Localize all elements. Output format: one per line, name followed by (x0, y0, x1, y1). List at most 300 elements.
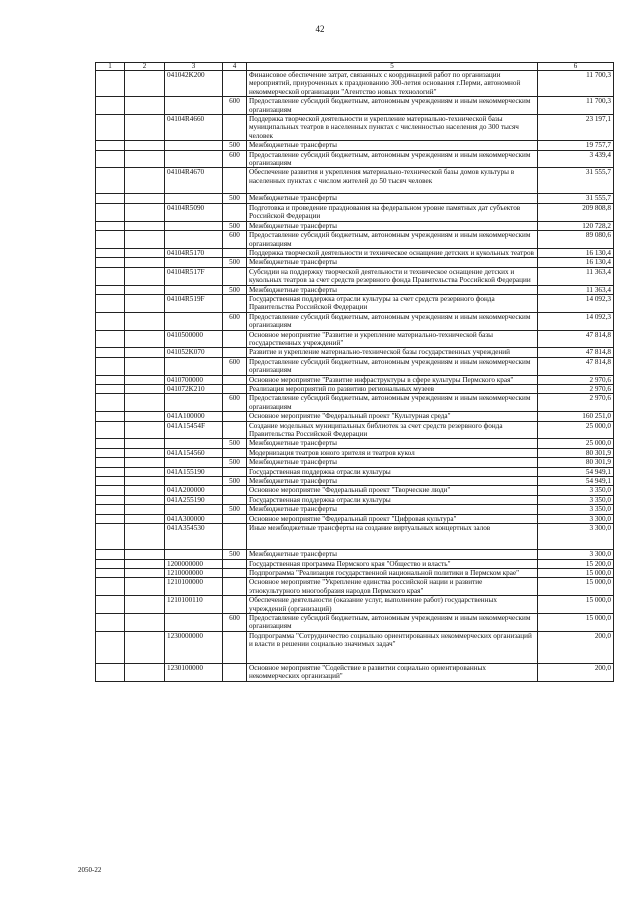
table-cell-c5: Развитие и укрепление материально-технической базы государственных учреждений (247, 348, 538, 357)
table-cell-c4 (223, 568, 247, 577)
table-cell-c4 (223, 524, 247, 550)
table-cell-c5: Обеспечение деятельности (оказание услуг, выполнение работ) государственных учреждений (организаций) (247, 596, 538, 614)
table-cell-c1 (96, 203, 125, 221)
table-cell-c2 (125, 514, 165, 523)
table-cell-c1 (96, 248, 125, 257)
table-row (96, 613, 614, 631)
table-row (96, 194, 614, 203)
table-row (96, 514, 614, 523)
table-cell-c2 (125, 448, 165, 457)
table-cell-c1 (96, 458, 125, 467)
table-cell-c5: Основное мероприятие "Федеральный проект "Творческие люди" (247, 486, 538, 495)
table-cell-c5: Межбюджетные трансферты (247, 141, 538, 150)
table-cell-c4: 500 (223, 458, 247, 467)
table-cell-c1 (96, 312, 125, 330)
table-cell-c5: Финансовое обеспечение затрат, связанных с координацией работ по организации мероприятий, приуроченных к празднованию 300-летия основания г.Перми, автономной некоммерческой организации "Агентство новых технологий" (247, 71, 538, 97)
table-cell-c6: 16 130,4 (538, 258, 614, 267)
table-cell-c3 (165, 285, 223, 294)
table-cell-c2 (125, 439, 165, 448)
table-row (96, 330, 614, 348)
table-cell-c5: Межбюджетные трансферты (247, 458, 538, 467)
table-cell-c1 (96, 412, 125, 421)
table-cell-c1 (96, 596, 125, 614)
table-cell-c2 (125, 150, 165, 168)
table-cell-c6: 16 130,4 (538, 248, 614, 257)
table-cell-c1 (96, 357, 125, 375)
table-cell-c5: Поддержка творческой деятельности и укрепление материально-технической базы муниципальных театров в населенных пунктах с численностью населения до 300 тысяч человек (247, 115, 538, 141)
table-row (96, 412, 614, 421)
header-cell: 6 (538, 63, 614, 71)
table-cell-c5: Основное мероприятие "Федеральный проект "Культурная среда" (247, 412, 538, 421)
table-cell-c2 (125, 559, 165, 568)
table-cell-c3: 04104R4660 (165, 115, 223, 141)
table-row (96, 348, 614, 357)
table-cell-c2 (125, 357, 165, 375)
table-cell-c2 (125, 231, 165, 249)
table-cell-c5: Подпрограмма "Реализация государственной национальной политики в Пермском крае" (247, 568, 538, 577)
table-cell-c3: 041A155190 (165, 467, 223, 476)
table-cell-c5: Субсидии на поддержку творческой деятельности и техническое оснащение детских и кукольных театров за счет средств резервного фонда Правительства Российской Федерации (247, 267, 538, 285)
table-cell-c1 (96, 150, 125, 168)
table-row (96, 394, 614, 412)
table-cell-c2 (125, 248, 165, 257)
table-row (96, 578, 614, 596)
table-cell-c3: 1210100000 (165, 578, 223, 596)
table-cell-c2 (125, 194, 165, 203)
table-row (96, 115, 614, 141)
table-cell-c3: 04104R519F (165, 294, 223, 312)
table-row (96, 294, 614, 312)
table-cell-c2 (125, 663, 165, 681)
table-cell-c6: 3 300,0 (538, 524, 614, 550)
table-cell-c5: Обеспечение развития и укрепления материально-технической базы домов культуры в населенных пунктах с числом жителей до 50 тысяч человек (247, 168, 538, 194)
table-cell-c4 (223, 412, 247, 421)
table-row (96, 495, 614, 504)
table-cell-c3: 041A15454F (165, 421, 223, 439)
budget-table (95, 62, 614, 682)
table-cell-c4: 500 (223, 221, 247, 230)
table-cell-c5: Государственная поддержка отрасли культуры за счет средств резервного фонда Правительства Российской Федерации (247, 294, 538, 312)
table-cell-c5: Предоставление субсидий бюджетным, автономным учреждениям и иным некоммерческим организациям (247, 394, 538, 412)
table-cell-c6: 25 000,0 (538, 421, 614, 439)
table-cell-c5: Предоставление субсидий бюджетным, автономным учреждениям и иным некоммерческим организациям (247, 97, 538, 115)
table-cell-c1 (96, 221, 125, 230)
table-cell-c6: 11 363,4 (538, 285, 614, 294)
table-cell-c4 (223, 203, 247, 221)
table-cell-c1 (96, 194, 125, 203)
table-cell-c2 (125, 505, 165, 514)
table-cell-c1 (96, 550, 125, 559)
table-cell-c2 (125, 458, 165, 467)
table-cell-c1 (96, 505, 125, 514)
table-cell-c3: 04104R517F (165, 267, 223, 285)
table-cell-c1 (96, 115, 125, 141)
table-cell-c1 (96, 71, 125, 97)
table-row (96, 71, 614, 97)
table-cell-c2 (125, 467, 165, 476)
table-cell-c4 (223, 514, 247, 523)
table-cell-c3: 1210100110 (165, 596, 223, 614)
table-cell-c3 (165, 394, 223, 412)
table-cell-c3 (165, 221, 223, 230)
table-cell-c6: 15 200,0 (538, 559, 614, 568)
table-cell-c6: 11 700,3 (538, 71, 614, 97)
table-cell-c1 (96, 578, 125, 596)
table-cell-c5: Государственная программа Пермского края "Общество и власть" (247, 559, 538, 568)
table-row (96, 248, 614, 257)
table-cell-c2 (125, 115, 165, 141)
table-cell-c5: Создание модельных муниципальных библиотек за счет средств резервного фонда Правительства Российской Федерации (247, 421, 538, 439)
table-cell-c2 (125, 97, 165, 115)
table-cell-c6: 3 300,0 (538, 514, 614, 523)
table-cell-c3 (165, 439, 223, 448)
table-cell-c1 (96, 467, 125, 476)
table-cell-c6: 15 000,0 (538, 596, 614, 614)
table-cell-c5: Поддержка творческой деятельности и техническое оснащение детских и кукольных театров (247, 248, 538, 257)
table-cell-c2 (125, 550, 165, 559)
table-cell-c3 (165, 613, 223, 631)
header-cell: 3 (165, 63, 223, 71)
table-cell-c6: 15 000,0 (538, 568, 614, 577)
table-cell-c4 (223, 448, 247, 457)
table-cell-c1 (96, 631, 125, 663)
table-cell-c4: 500 (223, 141, 247, 150)
table-cell-c4 (223, 596, 247, 614)
table-row (96, 568, 614, 577)
table-cell-c3: 041A354530 (165, 524, 223, 550)
table-cell-c3: 041A300000 (165, 514, 223, 523)
table-cell-c2 (125, 412, 165, 421)
table-cell-c5: Предоставление субсидий бюджетным, автономным учреждениям и иным некоммерческим организациям (247, 613, 538, 631)
table-cell-c4: 600 (223, 394, 247, 412)
table-cell-c6: 2 970,6 (538, 385, 614, 394)
table-cell-c3 (165, 357, 223, 375)
table-row (96, 631, 614, 663)
table-cell-c4 (223, 385, 247, 394)
table-cell-c3 (165, 550, 223, 559)
table-cell-c6: 3 350,0 (538, 486, 614, 495)
table-cell-c4 (223, 267, 247, 285)
table-cell-c3 (165, 150, 223, 168)
table-cell-c2 (125, 394, 165, 412)
table-row (96, 486, 614, 495)
table-cell-c3 (165, 258, 223, 267)
table-cell-c4 (223, 330, 247, 348)
table-cell-c4 (223, 421, 247, 439)
table-cell-c3: 1210000000 (165, 568, 223, 577)
table-cell-c6: 54 949,1 (538, 467, 614, 476)
table-cell-c4 (223, 467, 247, 476)
table-row (96, 357, 614, 375)
table-cell-c5: Государственная поддержка отрасли культуры (247, 467, 538, 476)
table-cell-c6: 31 555,7 (538, 194, 614, 203)
table-cell-c4 (223, 663, 247, 681)
table-cell-c3: 0410500000 (165, 330, 223, 348)
table-cell-c5: Основное мероприятие "Федеральный проект "Цифровая культура" (247, 514, 538, 523)
table-cell-c5: Межбюджетные трансферты (247, 285, 538, 294)
table-cell-c5: Предоставление субсидий бюджетным, автономным учреждениям и иным некоммерческим организациям (247, 357, 538, 375)
table-row (96, 267, 614, 285)
table-cell-c4 (223, 348, 247, 357)
table-row (96, 458, 614, 467)
table-cell-c2 (125, 477, 165, 486)
table-cell-c5: Межбюджетные трансферты (247, 505, 538, 514)
table-cell-c2 (125, 524, 165, 550)
table-cell-c5: Предоставление субсидий бюджетным, автономным учреждениям и иным некоммерческим организациям (247, 231, 538, 249)
header-cell: 2 (125, 63, 165, 71)
table-cell-c1 (96, 294, 125, 312)
header-row (96, 63, 614, 71)
table-cell-c4: 500 (223, 194, 247, 203)
table-cell-c6: 14 092,3 (538, 312, 614, 330)
table-cell-c4 (223, 71, 247, 97)
table-cell-c4: 500 (223, 258, 247, 267)
table-cell-c5: Подпрограмма "Сотрудничество социально ориентированных некоммерческих организаций и власти в решении социально значимых задач" (247, 631, 538, 663)
table-cell-c6: 15 000,0 (538, 613, 614, 631)
table-cell-c4 (223, 495, 247, 504)
table-cell-c6: 23 197,1 (538, 115, 614, 141)
table-cell-c3 (165, 141, 223, 150)
table-cell-c5: Государственная поддержка отрасли культуры (247, 495, 538, 504)
table-cell-c2 (125, 578, 165, 596)
table-cell-c3: 041A100000 (165, 412, 223, 421)
table-cell-c2 (125, 203, 165, 221)
table-cell-c6: 120 728,2 (538, 221, 614, 230)
table-cell-c5: Основное мероприятие "Развитие и укрепление материально-технической базы государственных учреждений" (247, 330, 538, 348)
table-row (96, 285, 614, 294)
table-cell-c3 (165, 477, 223, 486)
table-cell-c2 (125, 375, 165, 384)
table-cell-c6: 160 251,0 (538, 412, 614, 421)
table-cell-c2 (125, 421, 165, 439)
table-cell-c3 (165, 97, 223, 115)
table-cell-c2 (125, 221, 165, 230)
table-cell-c2 (125, 258, 165, 267)
table-cell-c1 (96, 375, 125, 384)
header-cell: 5 (247, 63, 538, 71)
table-cell-c5: Реализация мероприятий по развитию региональных музеев (247, 385, 538, 394)
table-cell-c1 (96, 330, 125, 348)
table-cell-c3: 04104R5170 (165, 248, 223, 257)
table-cell-c1 (96, 231, 125, 249)
table-cell-c3: 04104R5090 (165, 203, 223, 221)
table-cell-c1 (96, 439, 125, 448)
table-cell-c1 (96, 348, 125, 357)
table-cell-c1 (96, 394, 125, 412)
table-cell-c3: 041A200000 (165, 486, 223, 495)
table-cell-c6: 200,0 (538, 631, 614, 663)
table-cell-c4: 600 (223, 613, 247, 631)
table-cell-c6: 47 814,8 (538, 330, 614, 348)
table-cell-c2 (125, 613, 165, 631)
table-row (96, 150, 614, 168)
table-cell-c1 (96, 385, 125, 394)
table-cell-c6: 3 300,0 (538, 550, 614, 559)
table-cell-c3: 041A255190 (165, 495, 223, 504)
table-cell-c3: 1230100000 (165, 663, 223, 681)
table-row (96, 258, 614, 267)
table-row (96, 439, 614, 448)
table-cell-c6: 3 350,0 (538, 495, 614, 504)
table-cell-c4: 600 (223, 97, 247, 115)
table-cell-c1 (96, 448, 125, 457)
table-cell-c3 (165, 231, 223, 249)
table-row (96, 559, 614, 568)
table-row (96, 596, 614, 614)
table-cell-c3 (165, 458, 223, 467)
table-cell-c2 (125, 267, 165, 285)
table-cell-c6: 3 439,4 (538, 150, 614, 168)
table-cell-c4: 600 (223, 150, 247, 168)
table-cell-c1 (96, 477, 125, 486)
table-cell-c6: 31 555,7 (538, 168, 614, 194)
table-cell-c2 (125, 348, 165, 357)
table-cell-c4: 500 (223, 505, 247, 514)
table-cell-c2 (125, 294, 165, 312)
table-row (96, 221, 614, 230)
table-cell-c2 (125, 495, 165, 504)
table-cell-c2 (125, 71, 165, 97)
table-row (96, 505, 614, 514)
table-cell-c4: 600 (223, 357, 247, 375)
table-cell-c6: 47 814,8 (538, 348, 614, 357)
table-cell-c5: Межбюджетные трансферты (247, 221, 538, 230)
table-cell-c5: Модернизация театров юного зрителя и театров кукол (247, 448, 538, 457)
table-cell-c6: 11 700,3 (538, 97, 614, 115)
header-cell: 1 (96, 63, 125, 71)
table-cell-c2 (125, 312, 165, 330)
table-cell-c4: 500 (223, 439, 247, 448)
table-cell-c6: 209 808,8 (538, 203, 614, 221)
table-cell-c4 (223, 486, 247, 495)
table-cell-c2 (125, 385, 165, 394)
table-cell-c6: 89 080,6 (538, 231, 614, 249)
table-cell-c1 (96, 613, 125, 631)
table-cell-c4 (223, 375, 247, 384)
table-cell-c4 (223, 559, 247, 568)
table-cell-c6: 47 814,8 (538, 357, 614, 375)
table-cell-c1 (96, 421, 125, 439)
table-cell-c6: 19 757,7 (538, 141, 614, 150)
table-cell-c1 (96, 559, 125, 568)
table-cell-c4 (223, 115, 247, 141)
table-cell-c4 (223, 248, 247, 257)
table-row (96, 312, 614, 330)
table-cell-c6: 80 301,9 (538, 448, 614, 457)
table-row (96, 524, 614, 550)
table-cell-c2 (125, 285, 165, 294)
table-cell-c1 (96, 258, 125, 267)
table-cell-c5: Межбюджетные трансферты (247, 194, 538, 203)
table-cell-c1 (96, 285, 125, 294)
table-cell-c1 (96, 141, 125, 150)
table-cell-c5: Основное мероприятие "Укрепление единства российской нации и развитие этнокультурного многообразия народов Пермского края" (247, 578, 538, 596)
table-cell-c3: 041072K210 (165, 385, 223, 394)
table-cell-c1 (96, 514, 125, 523)
table-row (96, 97, 614, 115)
table-row (96, 663, 614, 681)
footer-code: 2050-22 (78, 866, 102, 874)
table-cell-c5: Основное мероприятие "Содействие в развитии социально ориентированных некоммерческих организаций" (247, 663, 538, 681)
table-row (96, 203, 614, 221)
table-cell-c6: 54 949,1 (538, 477, 614, 486)
table-row (96, 550, 614, 559)
table-cell-c1 (96, 486, 125, 495)
table-row (96, 168, 614, 194)
table-cell-c5: Иные межбюджетные трансферты на создание виртуальных концертных залов (247, 524, 538, 550)
table-cell-c3: 1230000000 (165, 631, 223, 663)
table-cell-c3: 041042K200 (165, 71, 223, 97)
table-cell-c3: 041A154560 (165, 448, 223, 457)
table-cell-c6: 80 301,9 (538, 458, 614, 467)
table-cell-c6: 25 000,0 (538, 439, 614, 448)
table-cell-c2 (125, 141, 165, 150)
header-cell: 4 (223, 63, 247, 71)
table-cell-c4: 500 (223, 477, 247, 486)
table-cell-c3: 04104R4670 (165, 168, 223, 194)
table-cell-c6: 11 363,4 (538, 267, 614, 285)
table-row (96, 448, 614, 457)
table-cell-c6: 3 350,0 (538, 505, 614, 514)
table-cell-c5: Основное мероприятие "Развитие инфраструктуры в сфере культуры Пермского края" (247, 375, 538, 384)
table-cell-c3 (165, 194, 223, 203)
table-cell-c4: 500 (223, 550, 247, 559)
table-cell-c6: 2 970,6 (538, 375, 614, 384)
table-cell-c2 (125, 568, 165, 577)
table-cell-c2 (125, 330, 165, 348)
table-cell-c3 (165, 505, 223, 514)
table-cell-c3: 1200000000 (165, 559, 223, 568)
table-row (96, 477, 614, 486)
table-cell-c4 (223, 294, 247, 312)
table-cell-c5: Подготовка и проведение празднования на федеральном уровне памятных дат субъектов Российской Федерации (247, 203, 538, 221)
table-cell-c2 (125, 631, 165, 663)
table-cell-c2 (125, 168, 165, 194)
table-cell-c1 (96, 524, 125, 550)
table-cell-c6: 15 000,0 (538, 578, 614, 596)
table-cell-c2 (125, 486, 165, 495)
table-cell-c3 (165, 312, 223, 330)
table-row (96, 141, 614, 150)
table-row (96, 231, 614, 249)
table-cell-c1 (96, 97, 125, 115)
table-row (96, 421, 614, 439)
table-cell-c3: 041052K070 (165, 348, 223, 357)
table-cell-c5: Предоставление субсидий бюджетным, автономным учреждениям и иным некоммерческим организациям (247, 150, 538, 168)
table-cell-c4: 600 (223, 312, 247, 330)
table-cell-c1 (96, 267, 125, 285)
table-cell-c5: Межбюджетные трансферты (247, 550, 538, 559)
table-cell-c6: 2 970,6 (538, 394, 614, 412)
table-cell-c4 (223, 631, 247, 663)
table-cell-c6: 200,0 (538, 663, 614, 681)
table-cell-c1 (96, 568, 125, 577)
table-row (96, 467, 614, 476)
table-cell-c4: 600 (223, 231, 247, 249)
table-cell-c4 (223, 168, 247, 194)
table-cell-c3: 0410700000 (165, 375, 223, 384)
table-cell-c2 (125, 596, 165, 614)
table-cell-c5: Предоставление субсидий бюджетным, автономным учреждениям и иным некоммерческим организациям (247, 312, 538, 330)
table-row (96, 385, 614, 394)
table-cell-c1 (96, 495, 125, 504)
table-row (96, 375, 614, 384)
table-cell-c1 (96, 663, 125, 681)
page-number: 42 (315, 24, 325, 34)
table-cell-c5: Межбюджетные трансферты (247, 439, 538, 448)
table-cell-c1 (96, 168, 125, 194)
table-cell-c4 (223, 578, 247, 596)
